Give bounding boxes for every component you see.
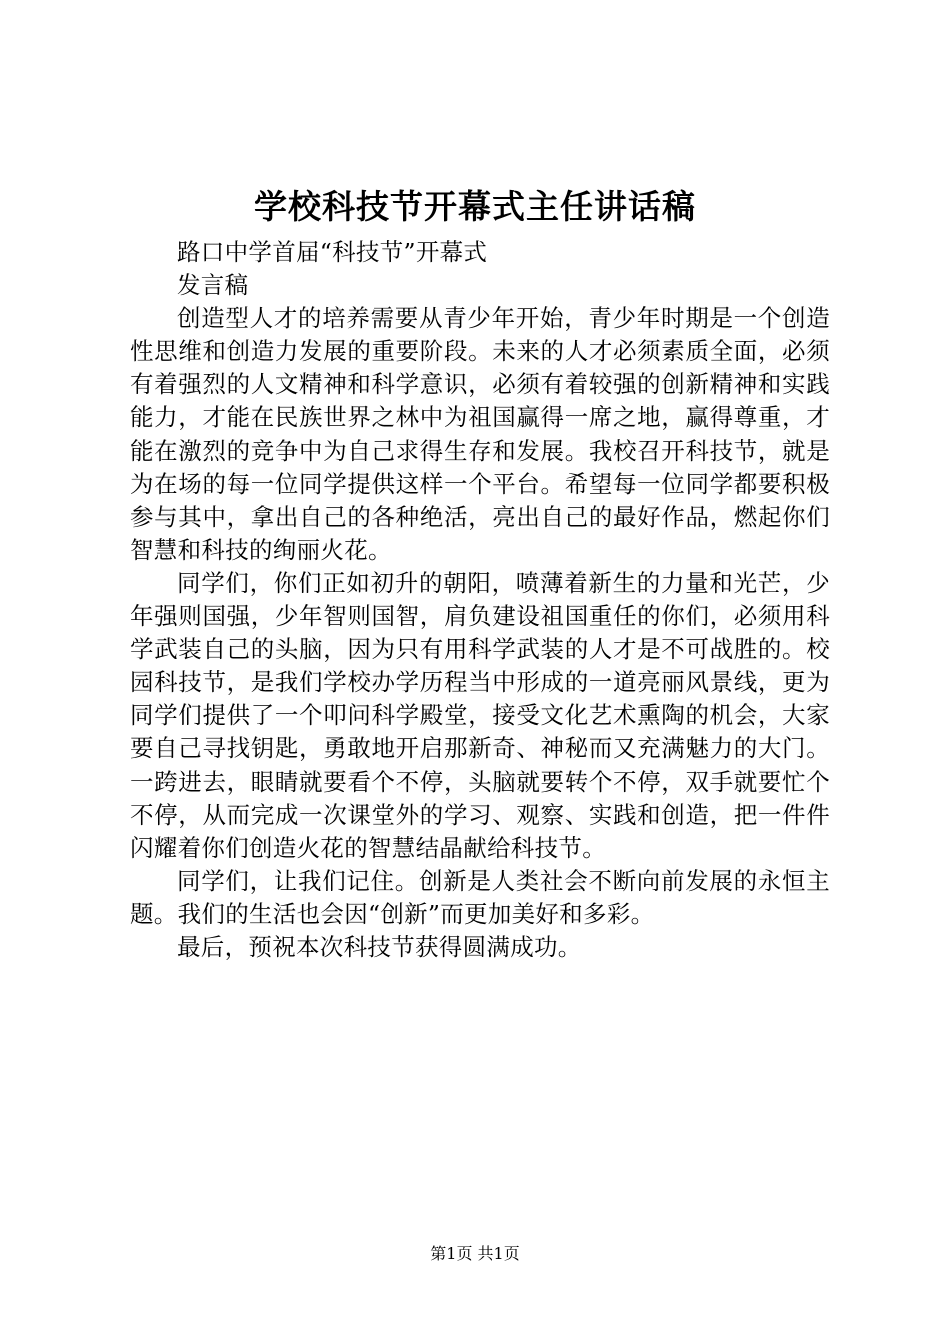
- paragraph-closing: 最后，预祝本次科技节获得圆满成功。: [177, 932, 582, 961]
- document-title: 学校科技节开幕式主任讲话稿: [254, 187, 696, 226]
- paragraph-speech-label: 发言稿: [177, 271, 249, 300]
- document-body: [130, 236, 830, 964]
- paragraph-body-3: 同学们，让我们记住。创新是人类社会不断向前发展的永恒主题。我们的生活也会因“创新”而更加美好和多彩。: [130, 866, 830, 928]
- paragraph-body-2: 同学们，你们正如初升的朝阳，喷薄着新生的力量和光芒，少年强则国强，少年智则国智，肩负建设祖国重任的你们，必须用科学武装自己的头脑，因为只有用科学武装的人才是不可战胜的。校园科技节，是我们学校办学历程当中形成的一道亮丽风景线，更为同学们提供了一个叩问科学殿堂，接受文化艺术熏陶的机会，大家要自己寻找钥匙，勇敢地开启那新奇、神秘而又充满魅力的大门。一跨进去，眼睛就要看个不停，头脑就要转个不停，双手就要忙个不停，从而完成一次课堂外的学习、观察、实践和创造，把一件件闪耀着你们创造火花的智慧结晶献给科技节。: [130, 568, 830, 862]
- page-footer: 第1页 共1页: [430, 1244, 520, 1263]
- paragraph-body-1: 创造型人才的培养需要从青少年开始，青少年时期是一个创造性思维和创造力发展的重要阶段。未来的人才必须素质全面，必须有着强烈的人文精神和科学意识，必须有着较强的创新精神和实践能力，才能在民族世界之林中为祖国赢得一席之地，赢得尊重，才能在激烈的竞争中为自己求得生存和发展。我校召开科技节，就是为在场的每一位同学提供这样一个平台。希望每一位同学都要积极参与其中，拿出自己的各种绝活，亮出自己的最好作品，燃起你们智慧和科技的绚丽火花。: [130, 304, 830, 564]
- paragraph-event-name: 路口中学首届“科技节”开幕式: [177, 238, 488, 266]
